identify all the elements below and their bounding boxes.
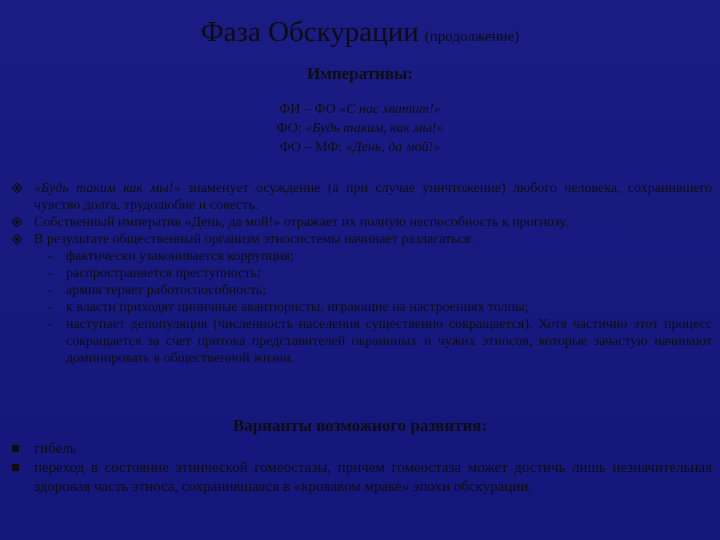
sub-item	[8, 248, 712, 265]
bullet-text: В результате общественный организм этносистемы начинает разлагаться:	[34, 232, 474, 247]
diamond-bullet-icon	[12, 217, 22, 227]
bullet-list	[8, 180, 712, 367]
formula-prefix: ФО:	[276, 121, 306, 136]
variant-item	[8, 459, 712, 497]
sub-item	[8, 316, 712, 367]
slide-title	[0, 16, 720, 49]
slide-title-main: Фаза Обскурации	[200, 16, 419, 48]
bullet-item	[8, 180, 712, 214]
diamond-bullet-icon	[12, 234, 22, 244]
formula-prefix: ФО – МФ:	[279, 140, 346, 155]
variant-text: переход в состояние этнической гомеостазы, причем гомеостаза может достичь лишь незначительная здоровая часть этноса, сохранившаяся в «кровавом мраке» эпохи обскурации.	[34, 460, 712, 495]
bullet-italic: «Будь таким как мы!»	[34, 181, 181, 196]
square-bullet-icon	[12, 445, 19, 452]
variants-list	[8, 440, 712, 497]
sub-item	[8, 265, 712, 282]
sub-item-text: армия теряет работоспособность;	[66, 283, 267, 298]
variant-text: гибель	[34, 441, 77, 457]
bullet-item	[8, 214, 712, 231]
sub-item	[8, 282, 712, 299]
formula-slogan: «Будь таким, как мы!»	[305, 121, 444, 136]
formula-slogan: «День, да мой!»	[345, 140, 441, 155]
variants-heading: Варианты возможного развития:	[232, 416, 488, 435]
square-bullet-icon	[12, 464, 19, 471]
diamond-bullet-icon	[12, 183, 22, 193]
bullet-text: знаменует осуждение (а при случае уничтожение) любого человека, сохранившего чувство долга, трудолюбие и совесть.	[34, 181, 712, 213]
sub-item-text: фактически узаконивается коррупция;	[66, 249, 294, 264]
imperative-formulas	[0, 100, 720, 157]
variant-item	[8, 440, 712, 459]
formula-line	[0, 138, 720, 157]
dash-marker: -	[48, 317, 53, 332]
formula-line	[0, 100, 720, 119]
sub-item-text: наступает депопуляция (численность населения существенно сокращается). Хотя частично этот процесс сокращается за счет притока представителей окраинных и чужих этносов, которые зачастую начинают доминировать в общественной жизни.	[66, 317, 712, 366]
dash-marker: -	[48, 266, 53, 281]
slide-title-sub: (продолжение)	[424, 29, 520, 45]
bullet-text: Собственный императив «День, да мой!» отражает их полную неспособность к прогнозу.	[34, 215, 569, 230]
formula-prefix: ФИ – ФО	[279, 102, 340, 117]
sub-item	[8, 299, 712, 316]
dash-marker: -	[48, 300, 53, 315]
dash-marker: -	[48, 249, 53, 264]
imperatives-heading: Императивы:	[307, 64, 413, 83]
sub-item-text: к власти приходят циничные авантюристы, играющие на настроениях толпы;	[66, 300, 529, 315]
formula-line	[0, 119, 720, 138]
formula-slogan: «С нас хватит!»	[339, 102, 441, 117]
sub-item-text: распространяется преступность;	[66, 266, 261, 281]
bullet-item	[8, 231, 712, 248]
dash-marker: -	[48, 283, 53, 298]
